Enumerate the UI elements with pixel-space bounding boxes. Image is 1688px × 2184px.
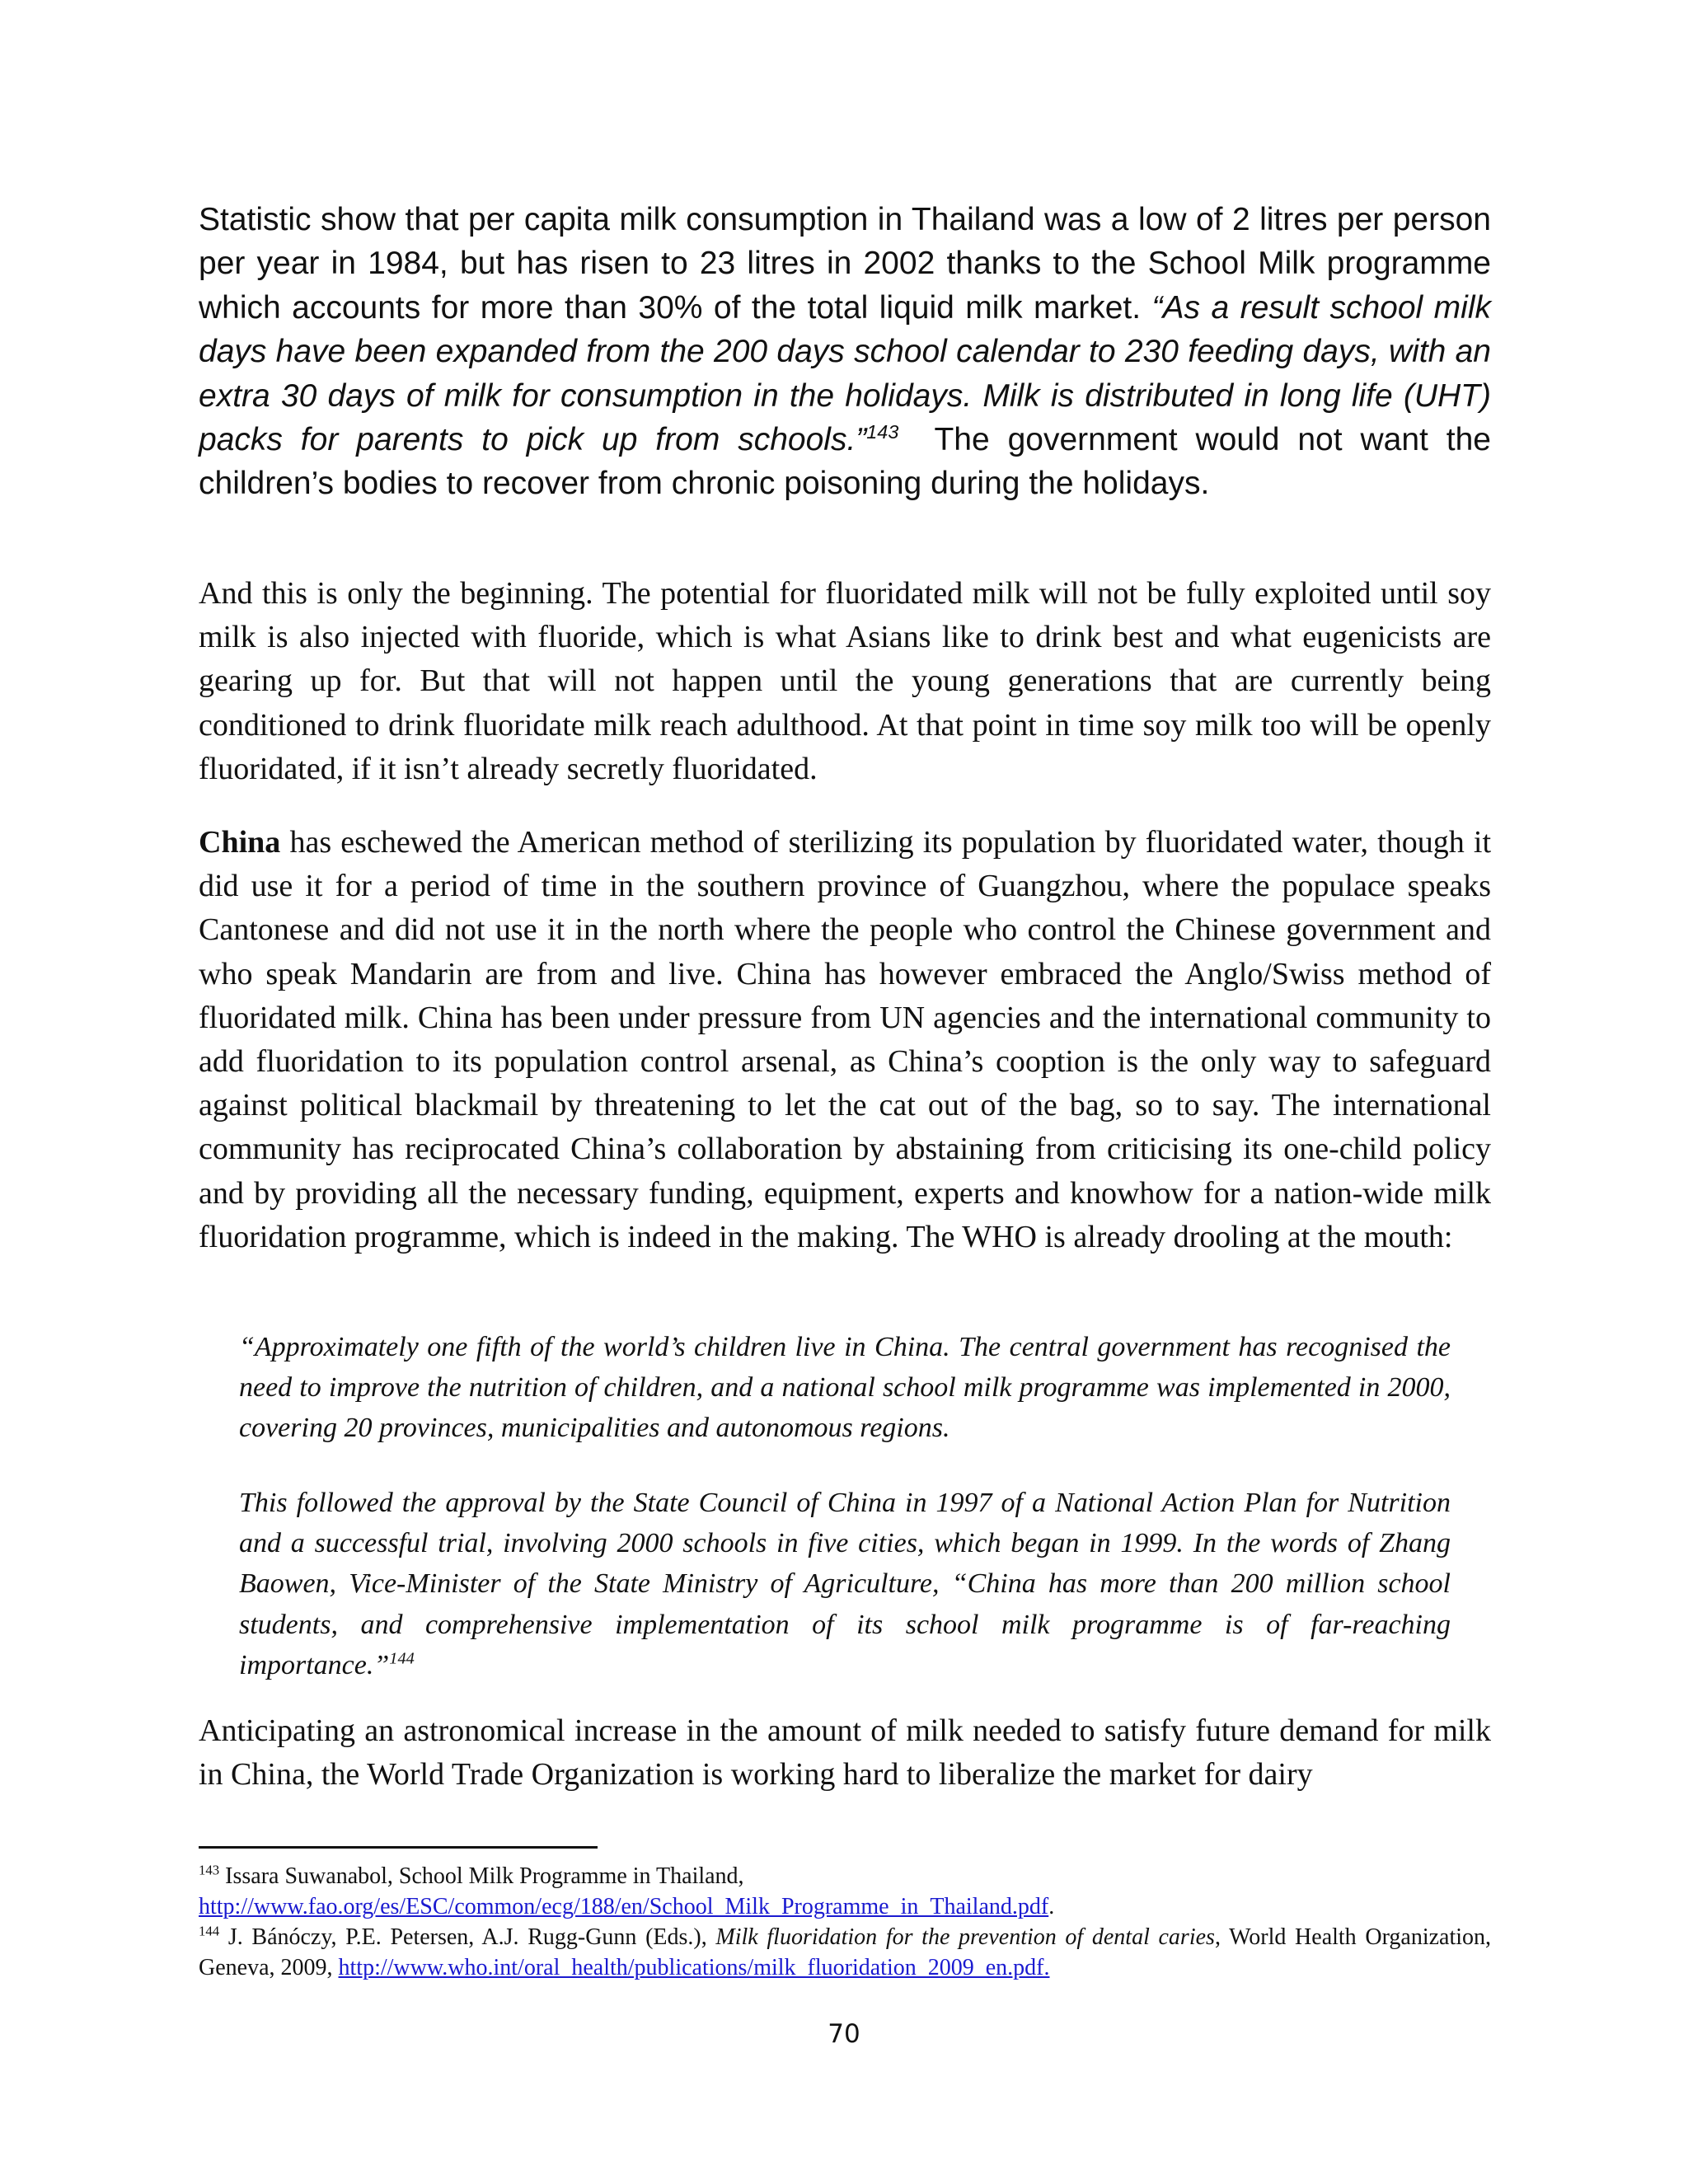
footnote-link-who[interactable]: http://www.who.int/oral_health/publications/milk_fluoridation_2009_en.pdf. [338,1955,1050,1980]
footnote-link-fao[interactable]: http://www.fao.org/es/ESC/common/ecg/188/en/School_Milk_Programme_in_Thailand.pdf [199,1894,1049,1919]
footnote-publisher: , World Health Organization, Geneva, 2009, [199,1924,1492,1980]
footnote-title: Milk fluoridation for the prevention of dental caries [715,1924,1215,1950]
footnote-ref-144[interactable]: 144 [389,1649,415,1668]
paragraph-text: has eschewed the American method of sterilizing its population by fluoridated water, though it did use it for a period of time in the southern province of Guangzhou, where the populace speaks Cantonese and did not use it in the north where the people who control the Chinese government and who speak Mandarin are from and live. China has however embraced the Anglo/Swiss method of fluoridated milk. China has been under pressure from UN agencies and the international community to add fluoridation to its population control arsenal, as China’s cooption is the only way to safeguard against political blackmail by threatening to let the cat out of the bag, so to say. The international community has reciprocated China’s collaboration by abstaining from criticising its one-child policy and by providing all the necessary funding, equipment, experts and knowhow for a nation-wide milk fluoridation programme, which is indeed in the making. The WHO is already drooling at the mouth: [199,825,1492,1254]
paragraph-text-continued: The government would not want the children’s bodies to recover from chronic poisoning during the holidays. [199,422,1491,502]
paragraph-thailand-statistics [199,198,1491,506]
footnote-143 [199,1861,1491,1922]
paragraph-soy-milk: And this is only the beginning. The potential for fluoridated milk will not be fully exploited until soy milk is also injected with fluoride, which is what Asians like to drink best and what eugenicists are gearing up for. But that will not happen until the young generations that are currently being conditioned to drink fluoridate milk reach adulthood. At that point in time soy milk too will be openly fluoridated, if it isn’t already secretly fluoridated. [199,576,1491,786]
footnote-144 [199,1922,1491,1983]
footnote-trail: . [1048,1894,1055,1919]
footnote-ref-143[interactable]: 143 [866,421,899,443]
footnote-authors: J. Bánóczy, P.E. Petersen, A.J. Rugg-Gunn (Eds.), [227,1924,707,1950]
blockquote-who-2 [239,1483,1451,1685]
blockquote-who-1: “Approximately one fifth of the world’s children live in China. The central government has recognised the need to improve the nutrition of children, and a national school milk programme was implemented in 2000, covering 20 provinces, municipalities and autonomous regions. [239,1332,1451,1444]
paragraph-text: Statistic show that per capita milk consumption in Thailand was a low of 2 litres per person per year in 1984, but has risen to 23 litres in 2002 thanks to the School Milk programme which accounts for more than 30% of the total liquid milk market. [199,202,1491,326]
footnote-number: 144 [199,1923,220,1939]
footnote-separator [199,1846,598,1849]
blockquote-text: This followed the approval by the State Council of China in 1997 of a National Action Plan for Nutrition and a successful trial, involving 2000 schools in five cities, which began in 1999. In the words of Zhang Baowen, Vice-Minister of the State Ministry of Agriculture, “China has more than 200 million school students, and comprehensive implementation of its school milk programme is of far-reaching importance.” [239,1488,1451,1680]
footnote-number: 143 [199,1862,220,1878]
footnote-text: Issara Suwanabol, School Milk Programme in Thailand, [225,1863,744,1889]
paragraph-wto: Anticipating an astronomical increase in the amount of milk needed to satisfy future demand for milk in China, the World Trade Organization is working hard to liberalize the market for dairy [199,1713,1491,1793]
china-bold-lead: China [199,825,281,860]
thailand-quote: “As a result school milk days have been expanded from the 200 days school calendar to 230 feeding days, with an extra 30 days of milk for consumption in the holidays. Milk is distributed in long life (UHT) packs for parents to pick up from schools.” [199,289,1492,458]
page-number: 70 [828,2019,860,2049]
paragraph-china [199,821,1491,1259]
